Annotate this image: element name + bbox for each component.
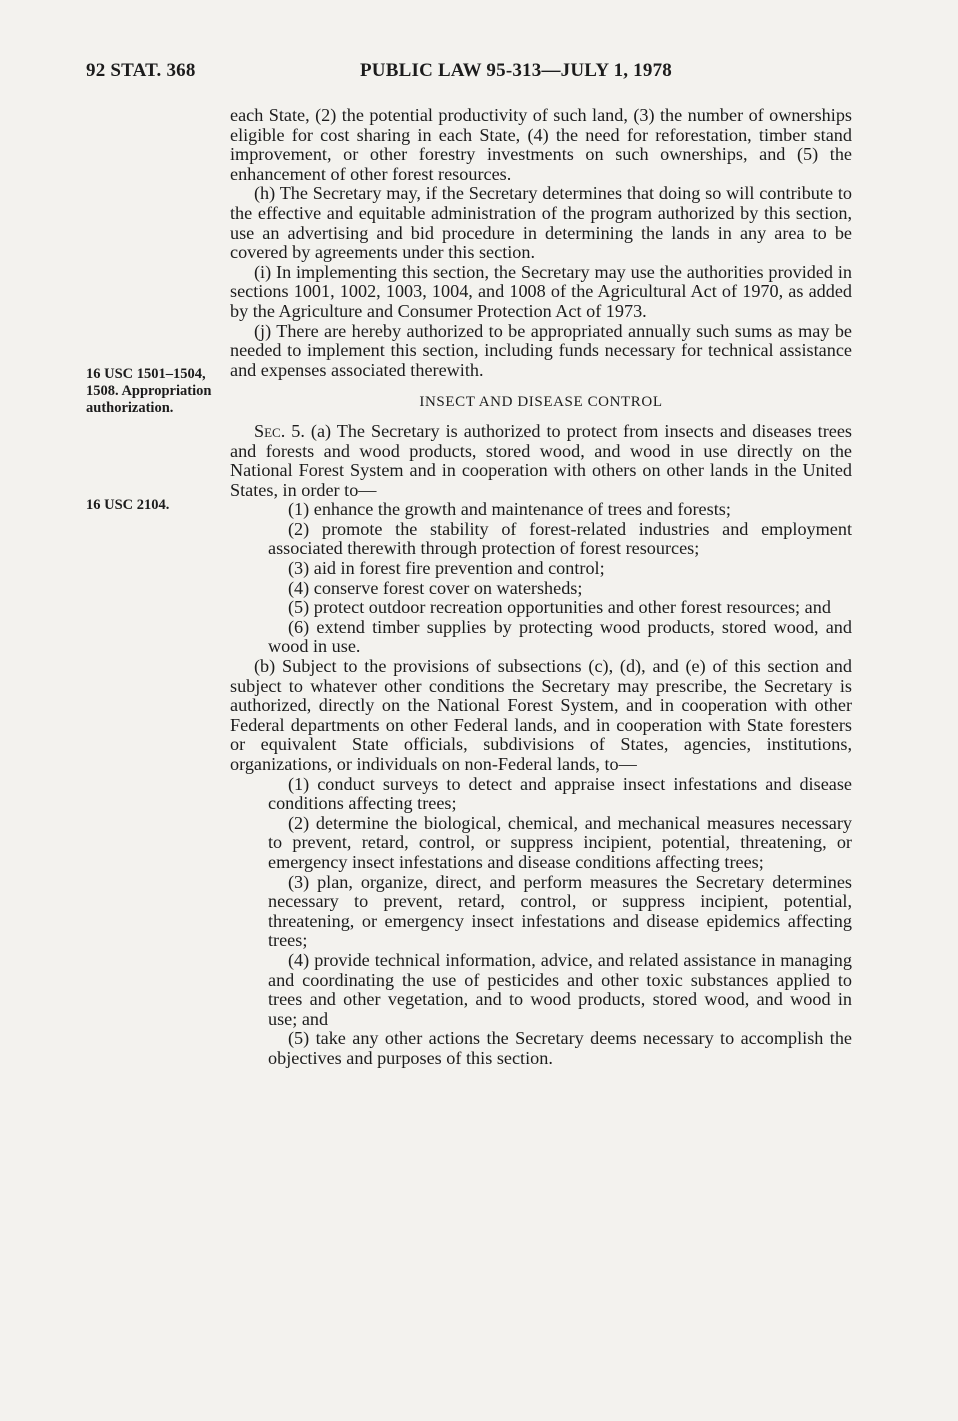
list-item-a4: (4) conserve forest cover on watersheds; [288,577,583,598]
section-heading: INSECT AND DISEASE CONTROL [419,394,663,411]
statute-page-number: 92 STAT. 368 [86,60,196,81]
paragraph-a-text: (a) The Secretary is authorized to protect from insects and diseases trees and forests and wood products, stored wood, and wood in use directly on the National Forest System and in cooperation with others on other lands in the United States, in order to— [230,420,853,500]
list-item-b2: (2) determine the biological, chemical, and mechanical measures necessary to prevent, retard, control, or suppress incipient, potential, threatening, or emergency insect infestations and disease conditions affecting trees; [268,812,852,872]
margin-note-usc-appropriation: 16 USC 1501–1504, 1508. Appropriation authorization. [86,366,212,416]
paragraph-i: (i) In implementing this section, the Secretary may use the authorities provided in sections 1001, 1002, 1003, 1004, and 1008 of the Agricultural Act of 1970, as added by the Agriculture and Consumer Protection Act of 1973. [230,261,852,321]
list-item-a5: (5) protect outdoor recreation opportunities and other forest resources; and [288,597,831,618]
public-law-title: PUBLIC LAW 95-313—JULY 1, 1978 [360,60,672,81]
list-item-b1: (1) conduct surveys to detect and appraise insect infestations and disease conditions affecting trees; [268,773,852,814]
section-5-paragraph-b: (b) Subject to the provisions of subsections (c), (d), and (e) of this section and subject to whatever other conditions the Secretary may prescribe, the Secretary is authorized, directly on the National Forest System, and in cooperation with other Federal departments on other Federal lands, and in cooperation with State foresters or equivalent State officials, subdivisions of States, agencies, institutions, organizations, or individuals on non-Federal lands, to— [230,656,852,774]
list-item-b5: (5) take any other actions the Secretary deems necessary to accomplish the objectives and purposes of this section. [268,1028,852,1068]
margin-note-usc-2104: 16 USC 2104. [86,497,170,513]
section-label: Sec. 5. [254,420,305,441]
list-item-a6: (6) extend timber supplies by protecting wood products, stored wood, and wood in use. [268,616,852,657]
list-item-b4: (4) provide technical information, advice, and related assistance in managing and coordinating the use of pesticides and other toxic substances applied to trees and other vegetation, and to wood products, stored wood, and wood in use; and [268,949,852,1029]
page-header [86,60,856,88]
section-5-paragraph-a [230,422,852,500]
list-item-a2: (2) promote the stability of forest-related industries and employment associated therewith through protection of forest resources; [268,518,852,559]
body-text [230,106,852,1069]
paragraph-j: (j) There are hereby authorized to be appropriated annually such sums as may be needed to implement this section, including funds necessary for technical assistance and expenses associated therewith. [230,320,852,380]
list-item-a3: (3) aid in forest fire prevention and control; [288,558,605,579]
paragraph-g-continued: each State, (2) the potential productivity of such land, (3) the number of ownerships eligible for cost sharing in each State, (4) the need for reforestation, timber stand improvement, or other forestry investments on such ownerships, and (5) the enhancement of other forest resources. [230,105,852,184]
list-item-a1: (1) enhance the growth and maintenance of trees and forests; [288,499,731,520]
paragraph-h: (h) The Secretary may, if the Secretary determines that doing so will contribute to the effective and equitable administration of the program authorized by this section, use an advertising and bid procedure in determining the lands in any area to be covered by agreements under this section. [230,183,852,263]
list-item-b3: (3) plan, organize, direct, and perform measures the Secretary determines necessary to prevent, retard, control, or suppress incipient, potential, threatening, or emergency insect infestations and disease epidemics affecting trees; [268,871,852,951]
